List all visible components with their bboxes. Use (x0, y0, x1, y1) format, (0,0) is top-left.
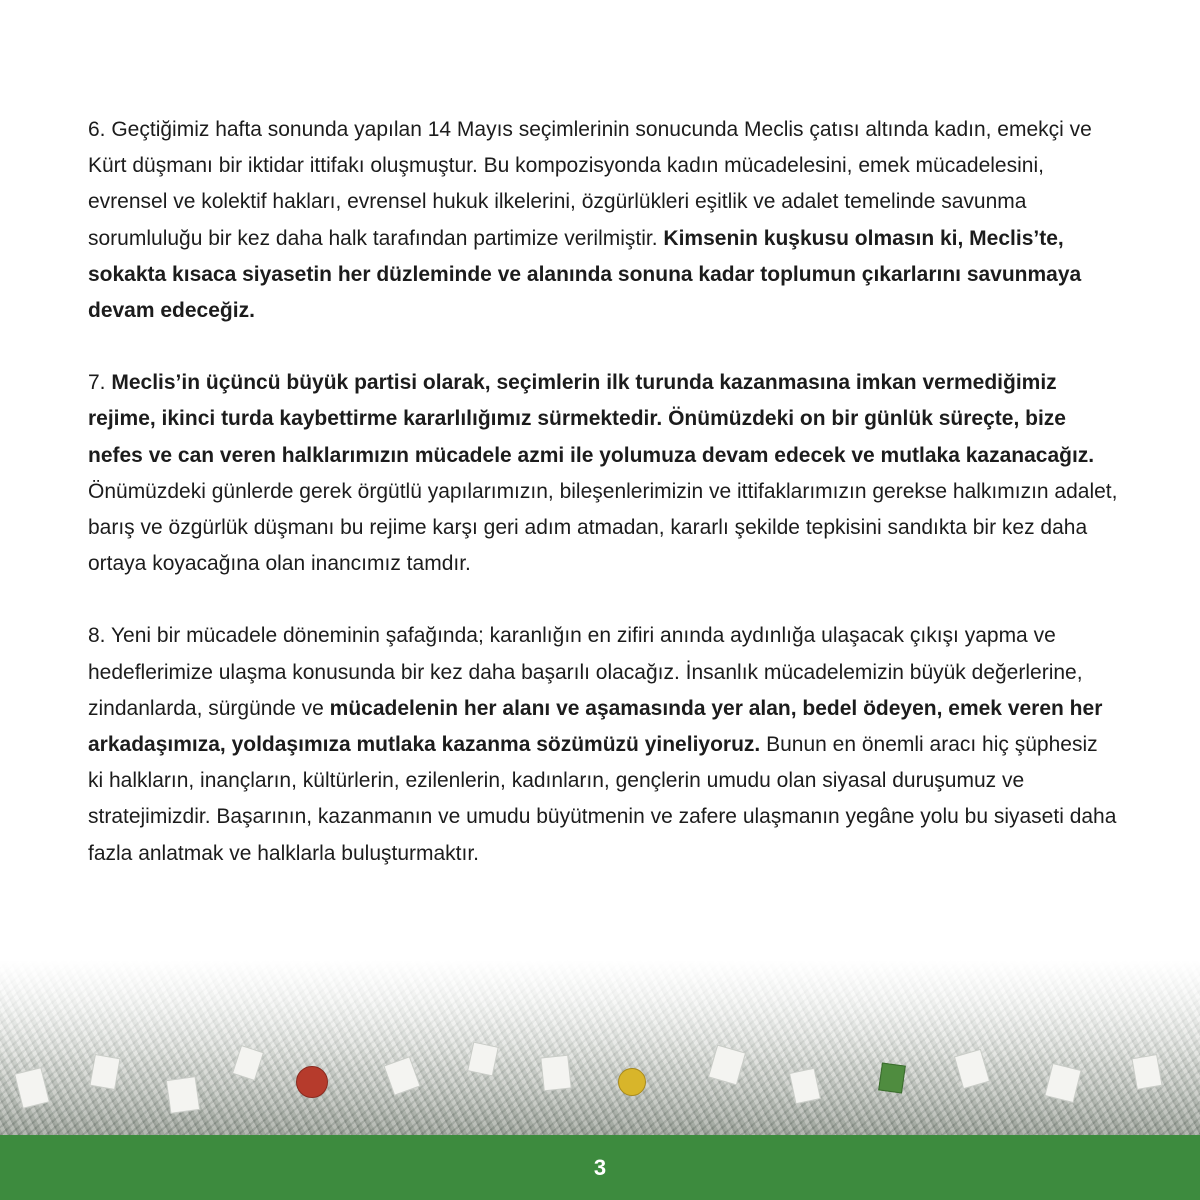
crowd-background-photo (0, 960, 1200, 1135)
flag-decoration (1131, 1054, 1162, 1090)
paragraph-emphasis: Meclis’in üçüncü büyük partisi olarak, seçimlerin ilk turunda kazanmasına imkan vermediğimiz rejime, ikinci turda kaybettirme kararlılığımız sürmektedir. Önümüzdeki on bir günlük süreçte, bize nefes ve can veren halklarımızın mücadele azmi ile yolumuza devam edecek ve mutlaka kazanacağız. (88, 371, 1095, 467)
statement-body (88, 112, 1118, 908)
flag-decoration (14, 1067, 50, 1109)
flag-decoration (467, 1042, 499, 1077)
flag-decoration (878, 1062, 906, 1093)
flag-decoration (166, 1076, 200, 1114)
flag-decoration (540, 1055, 571, 1092)
paragraph-text: 8. Yeni bir mücadele döneminin şafağında; karanlığın en zifiri anında aydınlığa ulaşacak çıkışı yapma ve hedeflerimize ulaşma konusunda bir kez daha başarılı olacağız. İnsanlık mücadelemizin büyük değerlerine, zindanlarda, sürgünde ve (88, 624, 1083, 720)
flag-decoration (1044, 1063, 1081, 1103)
paragraph-6 (88, 112, 1118, 329)
flag-decoration (383, 1056, 420, 1096)
flag-decoration (232, 1045, 264, 1081)
flag-decoration (708, 1045, 746, 1086)
flag-decoration (89, 1054, 120, 1090)
page-number: 3 (593, 1154, 607, 1180)
paragraph-emphasis: Kimsenin kuşkusu olmasın ki, Meclis’te, sokakta kısaca siyasetin her düzleminde ve alanında sonuna kadar toplumun çıkarlarını savunmaya devam edeceğiz. (88, 226, 1082, 323)
flag-decoration (296, 1066, 328, 1098)
paragraph-text: 7. (88, 371, 112, 395)
flag-decoration (789, 1068, 821, 1105)
paragraph-text: 6. Geçtiğimiz hafta sonunda yapılan 14 Mayıs seçimlerinin sonucunda Meclis çatısı altında kadın, emekçi ve Kürt düşmanı bir iktidar ittifakı oluşmuştur. Bu kompozisyonda kadın mücadelesini, emek mücadelesini, evrensel ve kolektif hakları, evrensel hukuk ilkelerini, özgürlükleri eşitlik ve adalet temelinde savunma sorumluluğu bir kez daha halk tarafından partimize verilmiştir. (88, 118, 1092, 250)
paragraph-text: Bunun en önemli aracı hiç şüphesiz ki halkların, inançların, kültürlerin, ezilenlerin, kadınların, gençlerin umudu olan siyasal duruşumuz ve stratejimizdir. Başarının, kazanmanın ve umudu büyütmenin ve zafere ulaşmanın yegâne yolu bu siyaseti daha fazla anlatmak ve halklarla buluşturmaktır. (88, 733, 1117, 865)
flag-decoration (954, 1049, 990, 1089)
flag-decoration (618, 1068, 646, 1096)
paragraph-emphasis: mücadelenin her alanı ve aşamasında yer alan, bedel ödeyen, emek veren her arkadaşımıza, yoldaşımıza mutlaka kazanma sözümüzü yineliyoruz. (88, 696, 1103, 757)
footer-bar (0, 1135, 1200, 1200)
paragraph-text: Önümüzdeki günlerde gerek örgütlü yapılarımızın, bileşenlerimizin ve ittifaklarımızın gerekse halkımızın adalet, barış ve özgürlük düşmanı bu rejime karşı geri adım atmadan, kararlı şekilde tepkisini sandıkta bir kez daha ortaya koyacağına olan inancımız tamdır. (88, 479, 1118, 576)
paragraph-8 (88, 618, 1118, 871)
paragraph-7 (88, 365, 1118, 582)
